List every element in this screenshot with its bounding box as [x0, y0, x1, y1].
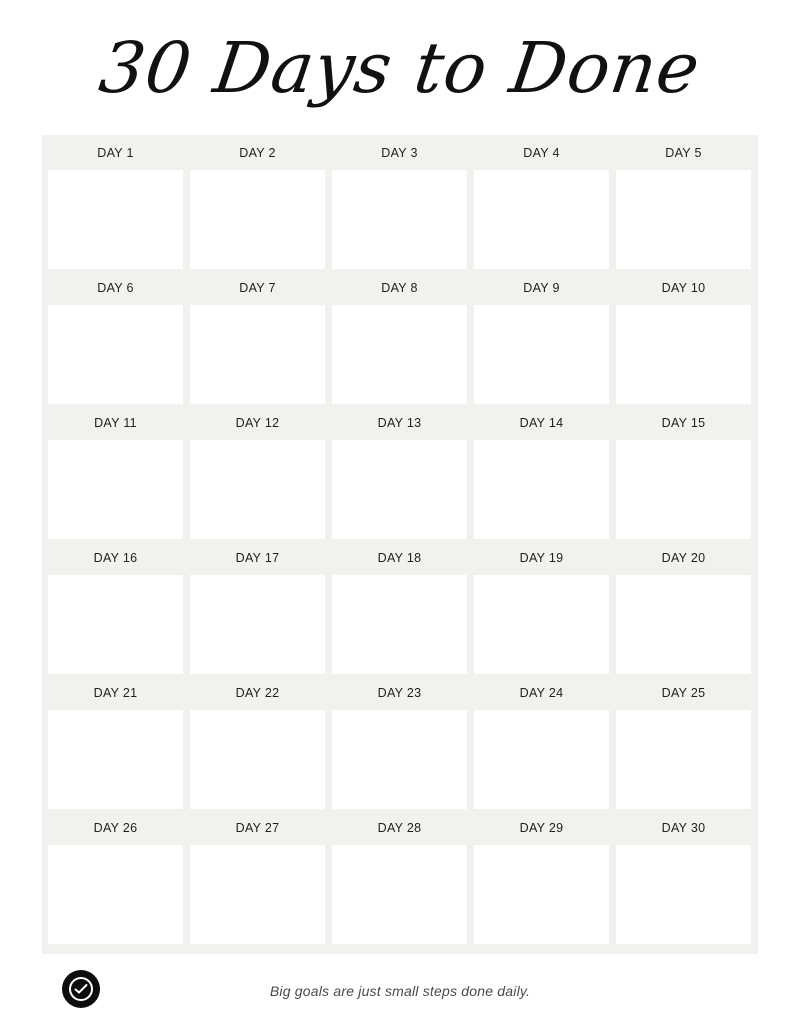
day-entry-box[interactable]	[48, 575, 183, 674]
day-entry-box[interactable]	[474, 575, 609, 674]
day-label: DAY 6	[97, 281, 134, 295]
day-label: DAY 18	[377, 551, 422, 565]
day-entry-box[interactable]	[48, 440, 183, 539]
day-entry-box[interactable]	[474, 710, 609, 809]
day-label: DAY 15	[661, 416, 706, 430]
day-cell	[190, 675, 325, 810]
day-cell	[332, 810, 467, 945]
day-cell	[332, 270, 467, 405]
day-cell	[190, 405, 325, 540]
day-entry-box[interactable]	[48, 845, 183, 944]
day-cell	[474, 540, 609, 675]
day-grid	[42, 135, 758, 954]
checkmark-icon	[74, 983, 88, 995]
day-entry-box[interactable]	[616, 440, 751, 539]
day-entry-box[interactable]	[474, 440, 609, 539]
check-circle-icon	[62, 970, 100, 1008]
day-cell	[474, 675, 609, 810]
day-entry-box[interactable]	[190, 440, 325, 539]
day-label: DAY 5	[665, 146, 702, 160]
day-entry-box[interactable]	[616, 305, 751, 404]
day-label: DAY 8	[381, 281, 418, 295]
day-label: DAY 13	[377, 416, 422, 430]
day-cell	[332, 135, 467, 270]
day-label: DAY 16	[93, 551, 138, 565]
day-label: DAY 7	[239, 281, 276, 295]
day-cell	[48, 810, 183, 945]
day-label: DAY 10	[661, 281, 706, 295]
day-entry-box[interactable]	[616, 845, 751, 944]
day-cell	[616, 540, 751, 675]
day-label: DAY 26	[93, 821, 138, 835]
day-cell	[190, 135, 325, 270]
day-cell	[616, 135, 751, 270]
day-label: DAY 22	[235, 686, 280, 700]
day-entry-box[interactable]	[48, 305, 183, 404]
day-label: DAY 21	[93, 686, 138, 700]
day-label: DAY 4	[523, 146, 560, 160]
day-entry-box[interactable]	[616, 170, 751, 269]
day-label: DAY 9	[523, 281, 560, 295]
day-label: DAY 20	[661, 551, 706, 565]
check-ring	[69, 977, 93, 1001]
day-entry-box[interactable]	[474, 170, 609, 269]
day-entry-box[interactable]	[190, 305, 325, 404]
day-cell	[474, 135, 609, 270]
day-entry-box[interactable]	[190, 575, 325, 674]
day-label: DAY 14	[519, 416, 564, 430]
day-cell	[332, 405, 467, 540]
day-cell	[48, 675, 183, 810]
day-label: DAY 2	[239, 146, 276, 160]
day-cell	[616, 675, 751, 810]
day-cell	[616, 405, 751, 540]
footer-tagline: Big goals are just small steps done daily.	[269, 983, 531, 999]
day-cell	[48, 540, 183, 675]
day-label: DAY 28	[377, 821, 422, 835]
day-cell	[474, 405, 609, 540]
day-entry-box[interactable]	[616, 575, 751, 674]
day-label: DAY 12	[235, 416, 280, 430]
day-entry-box[interactable]	[190, 845, 325, 944]
day-entry-box[interactable]	[332, 575, 467, 674]
day-cell	[190, 540, 325, 675]
day-entry-box[interactable]	[332, 845, 467, 944]
day-cell	[48, 270, 183, 405]
day-cell	[190, 270, 325, 405]
day-cell	[332, 540, 467, 675]
day-label: DAY 27	[235, 821, 280, 835]
day-entry-box[interactable]	[190, 710, 325, 809]
day-cell	[332, 675, 467, 810]
day-label: DAY 19	[519, 551, 564, 565]
day-cell	[474, 810, 609, 945]
day-cell	[190, 810, 325, 945]
day-label: DAY 3	[381, 146, 418, 160]
day-entry-box[interactable]	[190, 170, 325, 269]
day-cell	[616, 270, 751, 405]
day-label: DAY 1	[97, 146, 134, 160]
day-entry-box[interactable]	[332, 710, 467, 809]
page-title: 30 Days to Done	[94, 27, 706, 109]
day-entry-box[interactable]	[616, 710, 751, 809]
day-entry-box[interactable]	[474, 305, 609, 404]
day-cell	[474, 270, 609, 405]
day-label: DAY 30	[661, 821, 706, 835]
day-cell	[616, 810, 751, 945]
day-label: DAY 17	[235, 551, 280, 565]
day-entry-box[interactable]	[332, 305, 467, 404]
day-cell	[48, 405, 183, 540]
day-label: DAY 11	[94, 416, 137, 430]
day-entry-box[interactable]	[332, 440, 467, 539]
day-entry-box[interactable]	[332, 170, 467, 269]
day-cell	[48, 135, 183, 270]
day-label: DAY 29	[519, 821, 564, 835]
day-label: DAY 24	[519, 686, 564, 700]
day-entry-box[interactable]	[48, 170, 183, 269]
day-entry-box[interactable]	[474, 845, 609, 944]
day-entry-box[interactable]	[48, 710, 183, 809]
day-label: DAY 23	[377, 686, 422, 700]
day-label: DAY 25	[661, 686, 706, 700]
